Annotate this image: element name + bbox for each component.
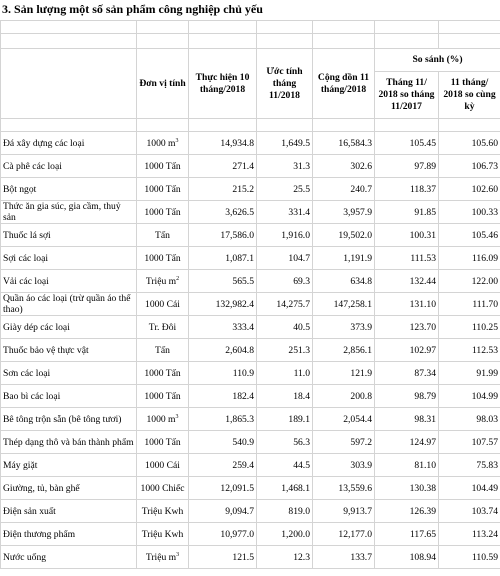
compare-11-months-cell[interactable]: 105.46: [439, 224, 500, 247]
unit-cell[interactable]: [137, 385, 189, 408]
compare-november-cell[interactable]: 108.94: [375, 546, 439, 569]
estimate-november-cell[interactable]: 1,649.5: [257, 132, 313, 155]
table-row: [1, 224, 500, 247]
unit-text: 1000 Tấn: [144, 206, 181, 218]
estimate-november-cell[interactable]: 819.0: [257, 500, 313, 523]
cumulative-11-months-cell[interactable]: 147,258.1: [313, 293, 375, 316]
table-row: [1, 454, 500, 477]
compare-november-cell[interactable]: 100.31: [375, 224, 439, 247]
unit-cell[interactable]: [137, 155, 189, 178]
product-name-cell[interactable]: Sơn các loại: [1, 362, 137, 385]
compare-11-months-cell[interactable]: 104.99: [439, 385, 500, 408]
unit-cell[interactable]: [137, 270, 189, 293]
unit-text: 1000 Tấn: [144, 390, 181, 402]
estimate-november-cell[interactable]: 31.3: [257, 155, 313, 178]
actual-10-months-cell[interactable]: 1,087.1: [189, 247, 257, 270]
actual-10-months-cell[interactable]: 17,586.0: [189, 224, 257, 247]
table-row: [1, 385, 500, 408]
table-row: [1, 477, 500, 500]
compare-november-cell[interactable]: 87.34: [375, 362, 439, 385]
estimate-november-cell[interactable]: 251.3: [257, 339, 313, 362]
product-name-cell[interactable]: Bê tông trộn sẵn (bê tông tươi): [1, 408, 137, 431]
cumulative-11-months-cell[interactable]: 121.9: [313, 362, 375, 385]
estimate-november-cell[interactable]: 104.7: [257, 247, 313, 270]
cumulative-11-months-cell[interactable]: 302.6: [313, 155, 375, 178]
table-row: [1, 270, 500, 293]
compare-november-cell[interactable]: 118.37: [375, 178, 439, 201]
table-row: [1, 293, 500, 316]
actual-10-months-cell[interactable]: 14,934.8: [189, 132, 257, 155]
product-name-cell[interactable]: Thuốc lá sợi: [1, 224, 137, 247]
unit-text: Triệu Kwh: [141, 528, 184, 540]
unit-cell[interactable]: [137, 178, 189, 201]
compare-11-months-cell[interactable]: 110.59: [439, 546, 500, 569]
unit-text: 1000 Tấn: [144, 252, 181, 264]
unit-text: 1000 m: [146, 413, 176, 425]
header-cumulative-11-months[interactable]: Cộng dồn 11 tháng/2018: [313, 49, 375, 119]
table-row: [1, 362, 500, 385]
unit-cell[interactable]: [137, 500, 189, 523]
unit-cell[interactable]: [137, 247, 189, 270]
actual-10-months-cell[interactable]: 1,865.3: [189, 408, 257, 431]
compare-november-cell[interactable]: 117.65: [375, 523, 439, 546]
cumulative-11-months-cell[interactable]: 9,913.7: [313, 500, 375, 523]
unit-text: Tấn: [155, 229, 170, 241]
unit-cell[interactable]: [137, 431, 189, 454]
product-name-cell[interactable]: Thuốc bảo vệ thực vật: [1, 339, 137, 362]
cumulative-11-months-cell[interactable]: 2,856.1: [313, 339, 375, 362]
product-name-cell[interactable]: Sợi các loại: [1, 247, 137, 270]
product-name-cell[interactable]: Nước uống: [1, 546, 137, 569]
product-name-cell[interactable]: Thức ăn gia súc, gia cầm, thuỷ sản: [1, 201, 137, 224]
blank-row: [1, 34, 500, 49]
unit-text: Triệu Kwh: [141, 505, 184, 517]
compare-november-cell[interactable]: 111.53: [375, 247, 439, 270]
cumulative-11-months-cell[interactable]: 12,177.0: [313, 523, 375, 546]
compare-11-months-cell[interactable]: 116.09: [439, 247, 500, 270]
production-table: [0, 20, 500, 569]
compare-11-months-cell[interactable]: 110.25: [439, 316, 500, 339]
product-name-cell[interactable]: Bột ngọt: [1, 178, 137, 201]
compare-11-months-cell[interactable]: 103.74: [439, 500, 500, 523]
cumulative-11-months-cell[interactable]: 2,054.4: [313, 408, 375, 431]
product-name-cell[interactable]: Điện sản xuất: [1, 500, 137, 523]
estimate-november-cell[interactable]: 18.4: [257, 385, 313, 408]
unit-text: 1000 Tấn: [144, 436, 181, 448]
header-unit[interactable]: Đơn vị tính: [137, 49, 189, 119]
actual-10-months-cell[interactable]: 259.4: [189, 454, 257, 477]
product-name-cell[interactable]: Bao bì các loại: [1, 385, 137, 408]
unit-text: Tấn: [155, 344, 170, 356]
unit-text: Triệu m: [145, 275, 177, 287]
unit-cell[interactable]: [137, 316, 189, 339]
unit-text: 1000 Tấn: [144, 367, 181, 379]
compare-11-months-cell[interactable]: 105.60: [439, 132, 500, 155]
header-estimate-november[interactable]: Ước tính tháng 11/2018: [257, 49, 313, 119]
table-row: [1, 408, 500, 431]
estimate-november-cell[interactable]: 1,200.0: [257, 523, 313, 546]
compare-11-months-cell[interactable]: 100.33: [439, 201, 500, 224]
compare-november-cell[interactable]: 91.85: [375, 201, 439, 224]
actual-10-months-cell[interactable]: 121.5: [189, 546, 257, 569]
compare-november-cell[interactable]: 131.10: [375, 293, 439, 316]
unit-cell[interactable]: [137, 201, 189, 224]
compare-november-cell[interactable]: 123.70: [375, 316, 439, 339]
unit-text: 1000 Cái: [145, 298, 180, 310]
product-name-cell[interactable]: Máy giặt: [1, 454, 137, 477]
unit-text: 1000 Tấn: [144, 160, 181, 172]
compare-november-cell[interactable]: 102.97: [375, 339, 439, 362]
table-row: [1, 546, 500, 569]
unit-text: 1000 Chiếc: [140, 482, 185, 494]
estimate-november-cell[interactable]: 25.5: [257, 178, 313, 201]
product-name-cell[interactable]: Vải các loại: [1, 270, 137, 293]
cumulative-11-months-cell[interactable]: 597.2: [313, 431, 375, 454]
table-row: [1, 431, 500, 454]
actual-10-months-cell[interactable]: 110.9: [189, 362, 257, 385]
actual-10-months-cell[interactable]: 333.4: [189, 316, 257, 339]
compare-november-cell[interactable]: 97.89: [375, 155, 439, 178]
product-name-cell[interactable]: Quần áo các loại (trừ quần áo thể thao): [1, 293, 137, 316]
estimate-november-cell[interactable]: 331.4: [257, 201, 313, 224]
unit-exponent: 2: [176, 275, 180, 282]
header-name[interactable]: [1, 49, 137, 119]
cumulative-11-months-cell[interactable]: 303.9: [313, 454, 375, 477]
table-row: [1, 201, 500, 224]
compare-november-cell[interactable]: 124.97: [375, 431, 439, 454]
header-actual-10-months[interactable]: Thực hiện 10 tháng/2018: [189, 49, 257, 119]
table-row: [1, 339, 500, 362]
table-row: [1, 155, 500, 178]
compare-november-cell[interactable]: 105.45: [375, 132, 439, 155]
cumulative-11-months-cell[interactable]: 373.9: [313, 316, 375, 339]
compare-11-months-cell[interactable]: 113.24: [439, 523, 500, 546]
header-comparison[interactable]: So sánh (%): [375, 49, 500, 72]
estimate-november-cell[interactable]: 14,275.7: [257, 293, 313, 316]
unit-cell[interactable]: [137, 477, 189, 500]
compare-november-cell[interactable]: 126.39: [375, 500, 439, 523]
product-name-cell[interactable]: Điện thương phẩm: [1, 523, 137, 546]
table-row: [1, 132, 500, 155]
cumulative-11-months-cell[interactable]: 240.7: [313, 178, 375, 201]
unit-cell[interactable]: [137, 362, 189, 385]
actual-10-months-cell[interactable]: 271.4: [189, 155, 257, 178]
product-name-cell[interactable]: Giày dép các loại: [1, 316, 137, 339]
unit-cell[interactable]: [137, 339, 189, 362]
compare-11-months-cell[interactable]: 106.73: [439, 155, 500, 178]
estimate-november-cell[interactable]: 1,916.0: [257, 224, 313, 247]
estimate-november-cell[interactable]: 12.3: [257, 546, 313, 569]
table-row: [1, 316, 500, 339]
header-row: [1, 49, 500, 72]
cumulative-11-months-cell[interactable]: 634.8: [313, 270, 375, 293]
compare-november-cell[interactable]: 130.38: [375, 477, 439, 500]
cumulative-11-months-cell[interactable]: 16,584.3: [313, 132, 375, 155]
actual-10-months-cell[interactable]: 540.9: [189, 431, 257, 454]
cumulative-11-months-cell[interactable]: 1,191.9: [313, 247, 375, 270]
estimate-november-cell[interactable]: 11.0: [257, 362, 313, 385]
unit-text: Triệu m: [145, 551, 177, 563]
compare-11-months-cell[interactable]: 122.00: [439, 270, 500, 293]
actual-10-months-cell[interactable]: 9,094.7: [189, 500, 257, 523]
product-name-cell[interactable]: Thép dạng thô và bán thành phẩm: [1, 431, 137, 454]
table-row: [1, 500, 500, 523]
estimate-november-cell[interactable]: 69.3: [257, 270, 313, 293]
compare-11-months-cell[interactable]: 75.83: [439, 454, 500, 477]
cumulative-11-months-cell[interactable]: 133.7: [313, 546, 375, 569]
table-row: [1, 523, 500, 546]
unit-cell[interactable]: [137, 293, 189, 316]
unit-cell[interactable]: [137, 454, 189, 477]
compare-november-cell[interactable]: 132.44: [375, 270, 439, 293]
unit-text: Tr. Đôi: [148, 321, 177, 333]
blank-row: [1, 119, 500, 132]
unit-exponent: 3: [175, 137, 179, 144]
actual-10-months-cell[interactable]: 2,604.8: [189, 339, 257, 362]
compare-november-cell[interactable]: 98.79: [375, 385, 439, 408]
estimate-november-cell[interactable]: 189.1: [257, 408, 313, 431]
compare-11-months-cell[interactable]: 104.49: [439, 477, 500, 500]
estimate-november-cell[interactable]: 44.5: [257, 454, 313, 477]
compare-11-months-cell[interactable]: 91.99: [439, 362, 500, 385]
product-name-cell[interactable]: Giường, tủ, bàn ghế: [1, 477, 137, 500]
unit-exponent: 3: [175, 413, 179, 420]
unit-text: 1000 m: [146, 137, 176, 149]
sheet-title: 3. Sản lượng một số sản phẩm công nghiệp chủ yếu: [2, 2, 263, 16]
unit-cell[interactable]: [137, 523, 189, 546]
actual-10-months-cell[interactable]: 12,091.5: [189, 477, 257, 500]
product-name-cell[interactable]: Cà phê các loại: [1, 155, 137, 178]
unit-cell[interactable]: [137, 546, 189, 569]
compare-november-cell[interactable]: 98.31: [375, 408, 439, 431]
cumulative-11-months-cell[interactable]: 200.8: [313, 385, 375, 408]
compare-11-months-cell[interactable]: 112.53: [439, 339, 500, 362]
unit-cell[interactable]: [137, 224, 189, 247]
estimate-november-cell[interactable]: 40.5: [257, 316, 313, 339]
estimate-november-cell[interactable]: 1,468.1: [257, 477, 313, 500]
compare-11-months-cell[interactable]: 98.03: [439, 408, 500, 431]
unit-cell[interactable]: [137, 408, 189, 431]
unit-text: 1000 Cái: [145, 459, 180, 471]
unit-cell[interactable]: [137, 132, 189, 155]
table-row: [1, 247, 500, 270]
cumulative-11-months-cell[interactable]: 13,559.6: [313, 477, 375, 500]
compare-november-cell[interactable]: 81.10: [375, 454, 439, 477]
actual-10-months-cell[interactable]: 132,982.4: [189, 293, 257, 316]
compare-11-months-cell[interactable]: 107.57: [439, 431, 500, 454]
unit-text: 1000 Tấn: [144, 183, 181, 195]
product-name-cell[interactable]: Đá xây dựng các loại: [1, 132, 137, 155]
unit-exponent: 3: [176, 551, 180, 558]
actual-10-months-cell[interactable]: 10,977.0: [189, 523, 257, 546]
compare-11-months-cell[interactable]: 111.70: [439, 293, 500, 316]
actual-10-months-cell[interactable]: 215.2: [189, 178, 257, 201]
table-row: [1, 178, 500, 201]
blank-row: [1, 21, 500, 34]
actual-10-months-cell[interactable]: 3,626.5: [189, 201, 257, 224]
actual-10-months-cell[interactable]: 565.5: [189, 270, 257, 293]
actual-10-months-cell[interactable]: 182.4: [189, 385, 257, 408]
compare-11-months-cell[interactable]: 102.60: [439, 178, 500, 201]
estimate-november-cell[interactable]: 56.3: [257, 431, 313, 454]
header-compare-11-months[interactable]: 11 tháng/ 2018 so cùng kỳ: [439, 72, 500, 119]
header-compare-november[interactable]: Tháng 11/ 2018 so tháng 11/2017: [375, 72, 439, 119]
cumulative-11-months-cell[interactable]: 3,957.9: [313, 201, 375, 224]
cumulative-11-months-cell[interactable]: 19,502.0: [313, 224, 375, 247]
